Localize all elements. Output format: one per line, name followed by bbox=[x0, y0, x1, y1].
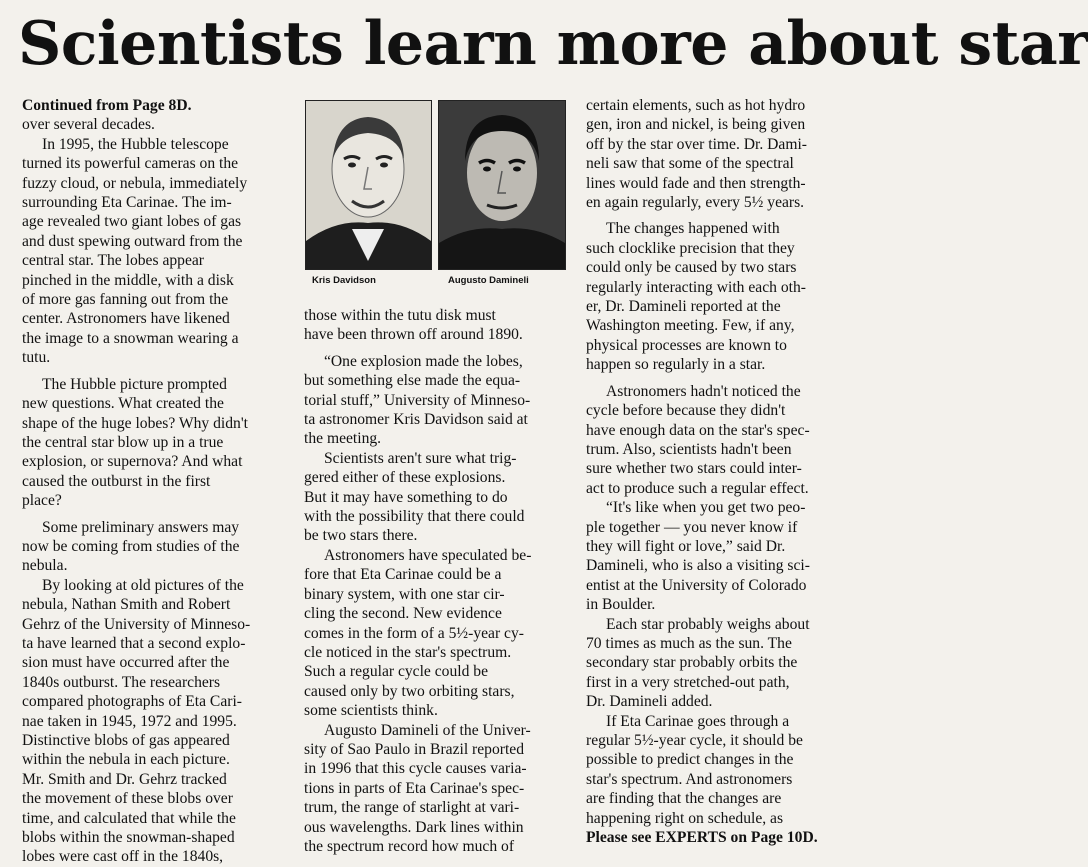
article-column-3 bbox=[586, 96, 848, 847]
article-paragraph bbox=[586, 615, 848, 712]
text-line: cycle before because they didn't bbox=[586, 402, 786, 420]
text-line: cle noticed in the star's spectrum. bbox=[304, 643, 512, 661]
text-line: tutu. bbox=[22, 349, 51, 367]
continuation-line bbox=[22, 96, 300, 115]
text-line: they will fight or love,” said Dr. bbox=[586, 537, 786, 555]
article-paragraph bbox=[586, 498, 848, 614]
article-paragraph bbox=[586, 712, 848, 828]
text-line: are finding that the changes are bbox=[586, 790, 782, 808]
text-line: In 1995, the Hubble telescope bbox=[42, 135, 229, 153]
text-line: Washington meeting. Few, if any, bbox=[586, 317, 795, 335]
text-line: happen so regularly in a star. bbox=[586, 356, 766, 374]
text-line: blobs within the snowman-shaped bbox=[22, 829, 235, 847]
text-line: Damineli, who is also a visiting sci- bbox=[586, 557, 810, 575]
paragraph-gap bbox=[586, 212, 848, 219]
article-paragraph bbox=[304, 449, 570, 546]
text-line: possible to predict changes in the bbox=[586, 751, 794, 769]
article-paragraph bbox=[586, 382, 848, 498]
article-paragraph bbox=[304, 352, 570, 449]
text-line: in 1996 that this cycle causes varia- bbox=[304, 760, 527, 778]
text-line: regular 5½-year cycle, it should be bbox=[586, 732, 803, 749]
text-line: the central star blow up in a true bbox=[22, 433, 224, 451]
text-line: lines would fade and then strength- bbox=[586, 174, 806, 192]
portrait-photo-icon bbox=[306, 101, 431, 269]
text-line: first in a very stretched-out path, bbox=[586, 673, 790, 691]
text-line: sure whether two stars could inter- bbox=[586, 460, 802, 478]
text-line: such clocklike precision that they bbox=[586, 239, 795, 257]
article-paragraph bbox=[304, 721, 570, 857]
article-paragraph bbox=[22, 115, 300, 134]
text-line: those within the tutu disk must bbox=[304, 307, 496, 324]
text-line: comes in the form of a 5½-year cy- bbox=[304, 624, 524, 642]
article-paragraph bbox=[304, 306, 570, 345]
paragraph-gap bbox=[22, 511, 300, 518]
text-line: lobes were cast off in the 1840s, bbox=[22, 848, 224, 866]
text-line: ous wavelengths. Dark lines within bbox=[304, 818, 524, 836]
text-line: en again regularly, every 5½ years. bbox=[586, 194, 805, 212]
text-line: By looking at old pictures of the bbox=[42, 576, 244, 594]
text-line: Gehrz of the University of Minneso- bbox=[22, 615, 251, 633]
text-line: gered either of these explosions. bbox=[304, 469, 506, 487]
text-line: Scientists aren't sure what trig- bbox=[324, 449, 517, 467]
text-line: within the nebula in each picture. bbox=[22, 751, 230, 769]
paragraph-gap bbox=[22, 368, 300, 375]
text-line: secondary star probably orbits the bbox=[586, 654, 798, 672]
text-line: have enough data on the star's spec- bbox=[586, 421, 810, 439]
text-line: could only be caused by two stars bbox=[586, 259, 797, 277]
text-line: sity of Sao Paulo in Brazil reported bbox=[304, 740, 525, 758]
text-line: “One explosion made the lobes, bbox=[324, 352, 523, 370]
text-line: Continued from Page 8D. bbox=[22, 97, 192, 114]
text-line: but something else made the equa- bbox=[304, 372, 521, 390]
text-line: place? bbox=[22, 492, 62, 510]
text-line: be two stars there. bbox=[304, 527, 418, 545]
text-line: Astronomers hadn't noticed the bbox=[606, 382, 801, 400]
text-line: explosion, or supernova? And what bbox=[22, 453, 243, 471]
text-line: nebula, Nathan Smith and Robert bbox=[22, 596, 231, 614]
text-line: the image to a snowman wearing a bbox=[22, 329, 239, 347]
text-line: over several decades. bbox=[22, 116, 155, 134]
text-line: “It's like when you get two peo- bbox=[606, 499, 806, 517]
text-line: tions in parts of Eta Carinae's spec- bbox=[304, 779, 525, 797]
text-line: nae taken in 1945, 1972 and 1995. bbox=[22, 712, 237, 730]
text-line: caused only by two orbiting stars, bbox=[304, 682, 515, 700]
text-line: time, and calculated that while the bbox=[22, 809, 236, 827]
text-line: Such a regular cycle could be bbox=[304, 663, 489, 681]
text-line: star's spectrum. And astronomers bbox=[586, 770, 793, 788]
portrait-photo-icon bbox=[439, 101, 565, 269]
augusto-damineli-photo bbox=[438, 100, 566, 270]
text-line: shape of the huge lobes? Why didn't bbox=[22, 414, 248, 432]
text-line: The Hubble picture prompted bbox=[42, 375, 227, 393]
text-line: gen, iron and nickel, is being given bbox=[586, 116, 806, 134]
text-line: cling the second. New evidence bbox=[304, 605, 502, 623]
text-line: caused the outburst in the first bbox=[22, 472, 211, 490]
text-line: sion must have occurred after the bbox=[22, 654, 230, 672]
text-line: with the possibility that there could bbox=[304, 508, 525, 526]
article-column-2 bbox=[304, 306, 570, 856]
text-line: some scientists think. bbox=[304, 702, 438, 720]
text-line: Augusto Damineli of the Univer- bbox=[324, 721, 531, 739]
article-column-1 bbox=[22, 96, 300, 867]
text-line: ta astronomer Kris Davidson said at bbox=[304, 411, 528, 429]
article-paragraph bbox=[22, 518, 300, 576]
text-line: now be coming from studies of the bbox=[22, 537, 240, 555]
text-line: center. Astronomers have likened bbox=[22, 310, 230, 328]
text-line: But it may have something to do bbox=[304, 488, 508, 506]
paragraph-gap bbox=[586, 375, 848, 382]
text-line: of more gas fanning out from the bbox=[22, 291, 229, 309]
text-line: compared photographs of Eta Cari- bbox=[22, 693, 242, 711]
text-line: central star. The lobes appear bbox=[22, 252, 204, 270]
text-line: pinched in the middle, with a disk bbox=[22, 271, 234, 289]
headline: Scientists learn more about star bbox=[18, 9, 1088, 79]
article-paragraph bbox=[22, 576, 300, 867]
kris-davidson-photo bbox=[305, 100, 432, 270]
text-line: trum, the range of starlight at vari- bbox=[304, 799, 520, 817]
text-line: Mr. Smith and Dr. Gehrz tracked bbox=[22, 770, 227, 788]
photo-caption: Kris Davidson bbox=[312, 275, 376, 286]
text-line: entist at the University of Colorado bbox=[586, 576, 807, 594]
text-line: If Eta Carinae goes through a bbox=[606, 712, 790, 730]
text-line: fuzzy cloud, or nebula, immediately bbox=[22, 174, 248, 192]
text-line: act to produce such a regular effect. bbox=[586, 479, 809, 497]
paragraph-gap bbox=[304, 345, 570, 352]
text-line: torial stuff,” University of Minneso- bbox=[304, 391, 531, 409]
text-line: have been thrown off around 1890. bbox=[304, 326, 523, 344]
text-line: regularly interacting with each oth- bbox=[586, 278, 806, 296]
text-line: surrounding Eta Carinae. The im- bbox=[22, 194, 232, 212]
text-line: fore that Eta Carinae could be a bbox=[304, 566, 502, 584]
text-line: Dr. Damineli added. bbox=[586, 693, 713, 711]
text-line: ple together — you never know if bbox=[586, 518, 798, 536]
continuation-line bbox=[586, 828, 848, 847]
text-line: age revealed two giant lobes of gas bbox=[22, 213, 242, 231]
text-line: Each star probably weighs about bbox=[606, 615, 810, 633]
photo-caption: Augusto Damineli bbox=[448, 275, 529, 286]
text-line: nebula. bbox=[22, 557, 68, 575]
text-line: turned its powerful cameras on the bbox=[22, 155, 239, 173]
text-line: new questions. What created the bbox=[22, 395, 224, 413]
text-line: Astronomers have speculated be- bbox=[324, 546, 532, 564]
text-line: certain elements, such as hot hydro bbox=[586, 97, 806, 114]
text-line: the meeting. bbox=[304, 430, 382, 448]
text-line: Distinctive blobs of gas appeared bbox=[22, 732, 230, 749]
article-paragraph bbox=[586, 219, 848, 374]
article-paragraph bbox=[586, 96, 848, 212]
article-paragraph bbox=[22, 135, 300, 368]
text-line: er, Dr. Damineli reported at the bbox=[586, 298, 781, 316]
article-paragraph bbox=[22, 375, 300, 511]
text-line: the movement of these blobs over bbox=[22, 790, 233, 808]
text-line: 1840s outburst. The researchers bbox=[22, 673, 221, 691]
text-line: binary system, with one star cir- bbox=[304, 585, 505, 603]
text-line: Some preliminary answers may bbox=[42, 518, 240, 536]
text-line: physical processes are known to bbox=[586, 336, 787, 354]
text-line: ta have learned that a second explo- bbox=[22, 634, 246, 652]
text-line: trum. Also, scientists hadn't been bbox=[586, 440, 792, 458]
text-line: 70 times as much as the sun. The bbox=[586, 634, 792, 652]
text-line: neli saw that some of the spectral bbox=[586, 155, 794, 173]
article-paragraph bbox=[304, 546, 570, 721]
text-line: in Boulder. bbox=[586, 596, 656, 614]
text-line: off by the star over time. Dr. Dami- bbox=[586, 135, 807, 153]
text-line: and dust spewing outward from the bbox=[22, 232, 243, 250]
text-line: happening right on schedule, as bbox=[586, 809, 784, 827]
text-line: Please see EXPERTS on Page 10D. bbox=[586, 829, 818, 847]
text-line: The changes happened with bbox=[606, 220, 780, 238]
text-line: the spectrum record how much of bbox=[304, 837, 515, 855]
